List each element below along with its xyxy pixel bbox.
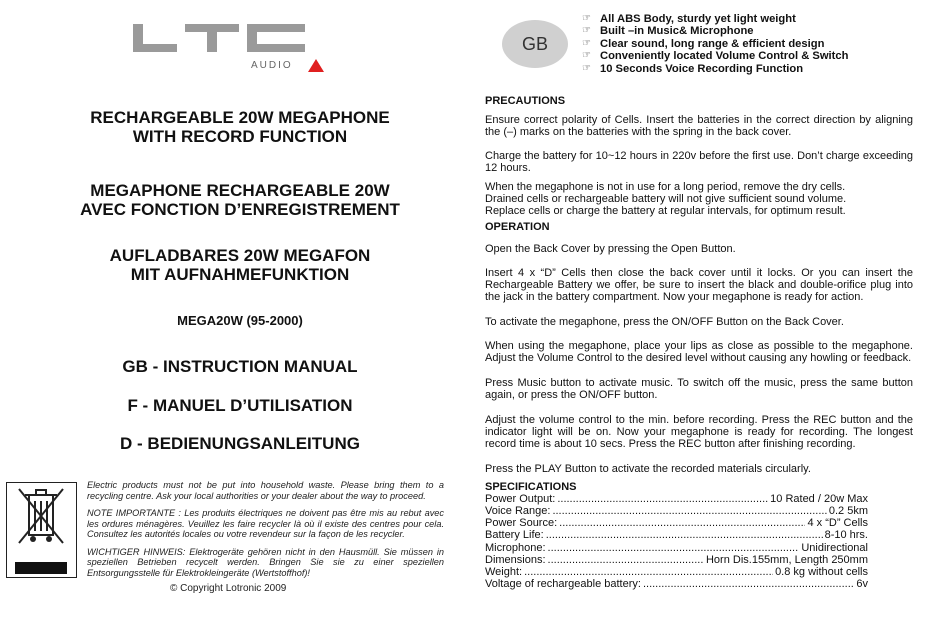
pointing-hand-icon: ☞	[582, 50, 591, 62]
spec-value: 6v	[856, 578, 868, 591]
leader-dots	[643, 578, 854, 590]
spec-label: Voice Range:	[485, 505, 551, 518]
precautions-paragraph	[485, 181, 913, 218]
spec-value: 0.8 kg without cells	[775, 565, 868, 578]
pointing-hand-icon: ☞	[582, 25, 591, 37]
precaution-line: Replace cells or charge the battery at regular intervals, for optimum result.	[485, 205, 846, 218]
pointing-hand-icon: ☞	[582, 62, 591, 74]
specifications-heading: SPECIFICATIONS	[485, 481, 577, 493]
specifications-table	[485, 493, 868, 590]
notice-french: NOTE IMPORTANTE : Les produits électriques ne doivent pas être mis au rebut avec les ordures ménagères. Veuillez les faire recycler là où il existe des centres pour cela. Consultez les autorités locales ou votre revendeur sur la façon de les recycler.	[87, 508, 444, 539]
weee-bin-icon	[6, 482, 77, 578]
spec-label: Power Source:	[485, 517, 558, 530]
precautions-paragraph: Ensure correct polarity of Cells. Insert the batteries in the correct direction by aligning the (–) marks on the batteries with the spring in the back cover.	[485, 114, 913, 139]
spec-value: Horn Dis.155mm, Length 250mm	[705, 553, 868, 566]
pointing-hand-icon: ☞	[582, 37, 591, 49]
title-line: RECHARGEABLE 20W MEGAPHONE	[90, 108, 390, 127]
spec-label: Microphone:	[485, 541, 546, 554]
leader-dots	[546, 529, 823, 541]
ltc-logo-icon	[133, 22, 308, 54]
spec-label: Power Output:	[485, 493, 556, 505]
table-row	[485, 542, 868, 554]
title-line: MIT AUFNAHMEFUNKTION	[130, 265, 350, 284]
spec-value: 0.2 5km	[828, 505, 868, 518]
spec-value: Unidirectional	[801, 541, 868, 554]
recycling-notice	[87, 480, 444, 585]
table-row	[485, 493, 868, 505]
operation-paragraph: Open the Back Cover by pressing the Open Button.	[485, 243, 736, 255]
title-line: AUFLADBARES 20W MEGAFON	[109, 246, 371, 265]
list-item	[582, 63, 848, 75]
operation-paragraph: Insert 4 x “D” Cells then close the back cover until it locks. Or you can insert the Rechargeable Battery we offer, be sure to insert the black and double-orifice plug into the jack in the battery compartment. Now your megaphone is ready for action.	[485, 267, 913, 304]
spec-value: 4 x “D” Cells	[807, 517, 868, 530]
notice-german: WICHTIGER HINWEIS: Elektrogeräte gehören nicht in den Hausmüll. Sie müssen in speziellen Betrieben recycelt werden. Bringen Sie sie zu einer speziellen Entsorgungsstelle für Elektrokleingeräte (Wertstoffhof)!	[87, 546, 444, 578]
spec-label: Weight:	[485, 565, 523, 578]
title-french	[30, 181, 450, 219]
operation-paragraph: Press the PLAY Button to activate the recorded materials circularly.	[485, 463, 811, 475]
list-item	[582, 50, 848, 62]
brand-logo	[133, 22, 328, 72]
manual-title-f: F - MANUEL D’UTILISATION	[127, 396, 353, 415]
manual-title-d: D - BEDIENUNGSANLEITUNG	[120, 434, 360, 453]
operation-paragraph: To activate the megaphone, press the ON/OFF Button on the Back Cover.	[485, 316, 844, 328]
feature-text: All ABS Body, sturdy yet light weight	[600, 13, 796, 25]
pointing-hand-icon: ☞	[582, 13, 591, 24]
precautions-heading: PRECAUTIONS	[485, 95, 566, 107]
spec-value: 8-10 hrs.	[824, 529, 868, 542]
feature-text: Built –in Music& Microphone	[600, 25, 754, 38]
table-row	[485, 566, 868, 578]
operation-heading: OPERATION	[485, 221, 550, 233]
title-english	[30, 108, 450, 146]
leader-dots	[559, 517, 805, 529]
title-german	[30, 246, 450, 284]
feature-text: Conveniently located Volume Control & Switch	[600, 50, 849, 63]
spec-label: Dimensions:	[485, 553, 546, 566]
precaution-line: When the megaphone is not in use for a long period, remove the dry cells.	[485, 181, 846, 193]
list-item	[582, 25, 848, 37]
title-line: WITH RECORD FUNCTION	[132, 127, 348, 146]
leader-dots	[548, 554, 704, 566]
manual-title-gb: GB - INSTRUCTION MANUAL	[122, 357, 358, 376]
list-item	[582, 38, 848, 50]
table-row	[485, 578, 868, 590]
spec-label: Battery Life:	[485, 529, 544, 542]
model-number: MEGA20W (95-2000)	[177, 313, 303, 328]
leader-dots	[552, 505, 826, 517]
table-row	[485, 517, 868, 529]
notice-english: Electric products must not be put into household waste. Please bring them to a recycling centre. Ask your local authorities or your dealer about the way to proceed.	[87, 480, 444, 501]
leader-dots	[548, 542, 800, 554]
table-row	[485, 554, 868, 566]
red-triangle-icon	[308, 59, 324, 72]
feature-text: 10 Seconds Voice Recording Function	[600, 62, 804, 75]
table-row	[485, 529, 868, 541]
operation-paragraph: Adjust the volume control to the min. before recording. Press the REC button and the indicator light will be on. Now your megaphone is ready for recording. The longest record time is about 10 secs. Press the REC button after finishing recording.	[485, 414, 913, 451]
feature-text: Clear sound, long range & efficient design	[600, 37, 825, 50]
title-line: MEGAPHONE RECHARGEABLE 20W	[90, 181, 390, 200]
table-row	[485, 505, 868, 517]
precaution-line: Drained cells or rechargeable battery will not give sufficient sound volume.	[485, 193, 847, 206]
title-line: AVEC FONCTION D’ENREGISTREMENT	[80, 200, 400, 219]
precautions-paragraph: Charge the battery for 10~12 hours in 220v before the first use. Don’t charge exceeding 12 hours.	[485, 150, 913, 175]
language-badge: GB	[502, 20, 568, 68]
logo-subtitle: AUDIO	[251, 60, 293, 71]
leader-dots	[524, 566, 773, 578]
operation-paragraph: When using the megaphone, place your lips as close as possible to the megaphone. Adjust the Volume Control to the desired level without causing any howling or feedback.	[485, 340, 913, 365]
feature-list	[582, 13, 848, 75]
list-item	[582, 13, 848, 25]
spec-label: Voltage of rechargeable battery:	[485, 578, 641, 591]
operation-paragraph: Press Music button to activate music. To switch off the music, press the same button again, or press the ON/OFF button.	[485, 377, 913, 402]
leader-dots	[557, 493, 768, 505]
copyright: © Copyright Lotronic 2009	[170, 583, 287, 594]
spec-value: 10 Rated / 20w Max	[770, 493, 868, 505]
